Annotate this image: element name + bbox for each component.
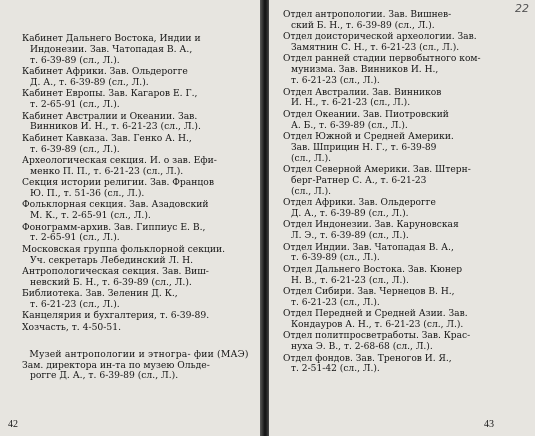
directory-entry: Кабинет Африки. Зав. Ольдерогге Д. А., т. 6-39-89 (сл., Л.). bbox=[22, 66, 188, 89]
directory-entry: Отдел ранней стадии первобытного ком- мунизма. Зав. Винников И. Н., т. 6-21-23 (сл., Л.). bbox=[283, 54, 481, 87]
directory-entry: Кабинет Европы. Зав. Кагаров Е. Г., т. 2-65-91 (сл., Л.). bbox=[22, 88, 198, 111]
page-number-left: 42 bbox=[8, 419, 18, 430]
directory-entry: Отдел Южной и Средней Америки. Зав. Шприцин Н. Г., т. 6-39-89 (сл., Л.). bbox=[283, 131, 454, 164]
directory-entry: Отдел Океании. Зав. Пиотровский А. Б., т. 6-39-89 (сл., Л.). bbox=[283, 109, 449, 131]
museum-deputy-director-entry: Зам. директора ин-та по музею Ольде- рогге Д. А., т. 6-39-89 (сл., Л.). bbox=[22, 359, 210, 382]
directory-entry: Фольклорная секция. Зав. Азадовский М. К., т. 2-65-91 (сл., Л.). bbox=[22, 199, 209, 222]
directory-entry: Археологическая секция. И. о зав. Ефи- менко П. П., т. 6-21-23 (сл., Л.). bbox=[22, 154, 217, 177]
directory-entry: Отдел Дальнего Востока. Зав. Кюнер Н. В., т. 6-21-23 (сл., Л.). bbox=[283, 264, 463, 286]
directory-entry: Фонограмм-архив. Зав. Гиппиус Е. В., т. 2-65-91 (сл., Л.). bbox=[22, 221, 206, 244]
directory-entry: Отдел антропологии. Зав. Вишнев- ский Б. Н., т. 6-39-89 (сл., Л.). bbox=[283, 10, 452, 31]
directory-entry: Библиотека. Зав. Зеленин Д. К., т. 6-21-23 (сл., Л.). bbox=[22, 288, 178, 311]
right-entry-list bbox=[283, 10, 527, 375]
left-entry-list bbox=[22, 34, 256, 334]
left-page bbox=[0, 0, 262, 436]
directory-entry: Канцелярия и бухгалтерия, т. 6-39-89. bbox=[22, 310, 210, 322]
directory-entry: Антропологическая секция. Зав. Виш- невский Б. Н., т. 6-39-89 (сл., Л.). bbox=[22, 265, 209, 288]
section-heading-museum: Музей антропологии и этногра- фии (МАЭ) bbox=[29, 348, 249, 360]
page-number-right: 43 bbox=[484, 419, 494, 430]
directory-entry: Отдел Сибири. Зав. Чернецов В. Н., т. 6-21-23 (сл., Л.). bbox=[283, 286, 455, 308]
directory-entry: Отдел доисторической археологии. Зав. Замятнин С. Н., т. 6-21-23 (сл., Л.). bbox=[283, 32, 477, 54]
directory-entry: Хозчасть, т. 4-50-51. bbox=[22, 321, 121, 333]
directory-entry: Секция истории религии. Зав. Францов Ю. П., т. 51-36 (сл., Л.). bbox=[22, 177, 215, 200]
directory-entry: Отдел Передней и Средней Азии. Зав. Кондауров А. Н., т. 6-21-23 (сл., Л.). bbox=[283, 309, 468, 331]
directory-entry: Отдел Северной Америки. Зав. Штерн- берг-Ратнер С. А., т. 6-21-23 (сл., Л.). bbox=[283, 165, 471, 197]
directory-entry: Отдел Индии. Зав. Чатопадая В. А., т. 6-39-89 (сл., Л.). bbox=[283, 242, 454, 264]
directory-entry: Московская группа фольклорной секции. Уч. секретарь Лебединский Л. Н. bbox=[22, 243, 226, 266]
directory-entry: Отдел Африки. Зав. Ольдерогге Д. А., т. 6-39-89 (сл., Л.). bbox=[283, 198, 436, 220]
pencil-page-mark: 22 bbox=[515, 2, 529, 15]
directory-entry: Кабинет Австралии и Океании. Зав. Винников И. Н., т. 6-21-23 (сл., Л.). bbox=[22, 110, 201, 133]
directory-entry: Кабинет Дальнего Востока, Индии и Индонезии. Зав. Чатопадая В. А., т. 6-39-89 (сл., Л.). bbox=[22, 33, 201, 66]
directory-entry: Отдел политпросветработы. Зав. Крас- нуха Э. В., т. 2-68-68 (сл., Л.). bbox=[283, 331, 471, 353]
directory-entry: Отдел Индонезии. Зав. Каруновская Л. Э., т. 6-39-89 (сл., Л.). bbox=[283, 220, 459, 242]
right-page bbox=[269, 0, 535, 436]
directory-entry: Отдел фондов. Зав. Треногов И. Я., т. 2-51-42 (сл., Л.). bbox=[283, 353, 452, 375]
directory-entry: Кабинет Кавказа. Зав. Генко А. Н., т. 6-39-89 (сл., Л.). bbox=[22, 132, 192, 155]
directory-entry: Отдел Австралии. Зав. Винников И. Н., т. 6-21-23 (сл., Л.). bbox=[283, 87, 442, 109]
